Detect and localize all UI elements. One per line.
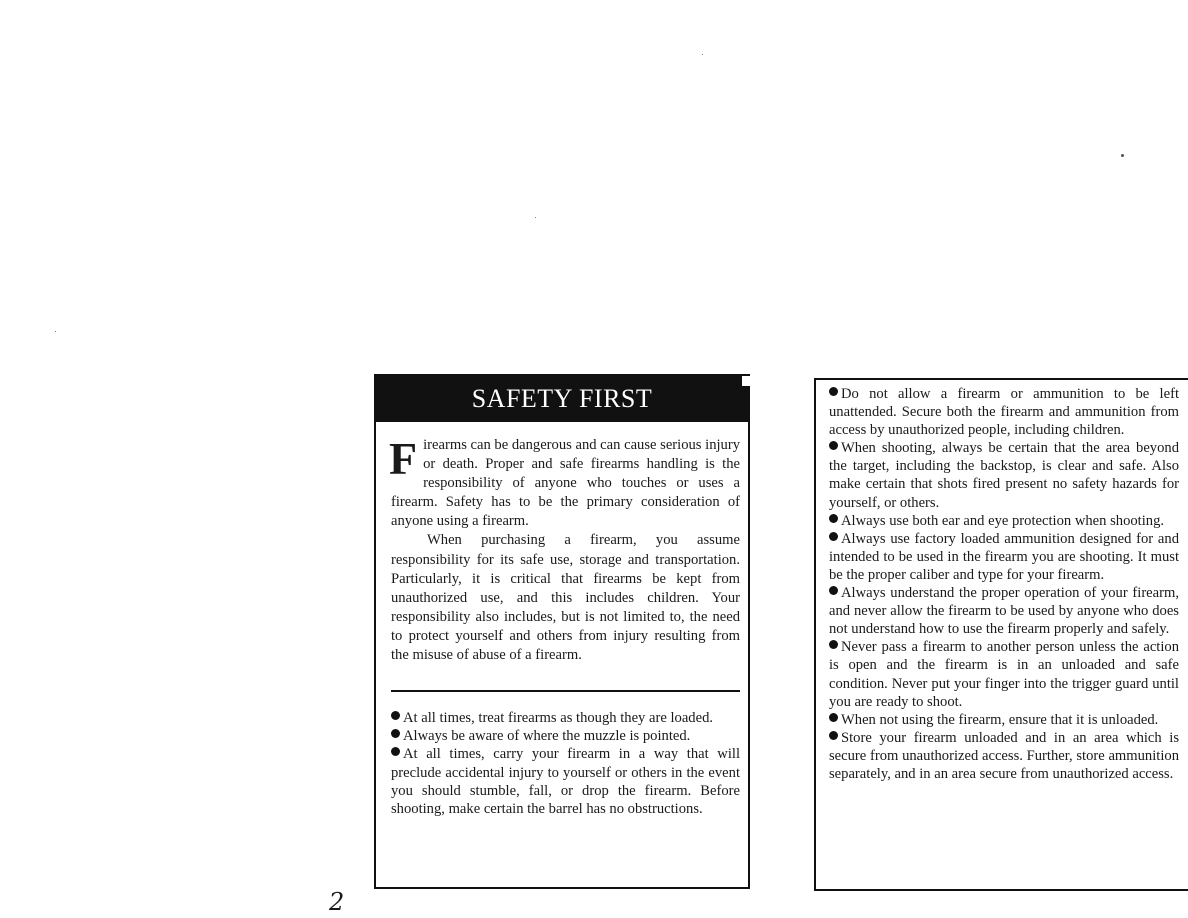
bullet-icon (829, 713, 838, 722)
list-item (391, 745, 740, 818)
bullet-text: Always understand the proper operation of your firearm, and never allow the firearm to be used by anyone who does not understand how to use the firearm properly and safely. (829, 585, 1179, 638)
list-item (829, 530, 1179, 584)
list-item (829, 711, 1179, 729)
bullet-text: Never pass a firearm to another person unless the action is open and the firearm is in an unloaded and safe condition. Never put your finger into the trigger guard until you are ready to shoot. (829, 639, 1179, 710)
bullet-text: At all times, carry your firearm in a way that will preclude accidental injury to yourself or others in the event you should stumble, fall, or drop the firearm. Before shooting, make certain the barrel has no obstructions. (391, 746, 740, 818)
bullet-icon (829, 514, 838, 523)
drop-cap: F (389, 433, 418, 484)
list-item (829, 584, 1179, 638)
bullet-icon (829, 640, 838, 649)
bullet-text: When not using the firearm, ensure that it is unloaded. (841, 711, 1159, 728)
scan-speck (55, 331, 56, 332)
bullet-icon (391, 729, 400, 738)
bullet-icon (391, 747, 400, 756)
bullet-icon (829, 731, 838, 740)
list-item (829, 638, 1179, 710)
scan-speck (535, 217, 536, 218)
bullet-icon (829, 441, 838, 450)
bullet-icon (829, 586, 838, 595)
bullet-text: Store your firearm unloaded and in an area which is secure from unauthorized access. Further, store ammunition separately, and in an area secure from unauthorized access. (829, 729, 1179, 782)
list-item (829, 439, 1179, 511)
scan-speck (702, 54, 703, 55)
page-number: 2 (329, 888, 345, 916)
scan-speck (1121, 154, 1124, 157)
bullet-text: At all times, treat firearms as though they are loaded. (403, 710, 714, 726)
bullet-icon (391, 711, 400, 720)
bullet-text: Always be aware of where the muzzle is pointed. (403, 728, 691, 745)
list-item (829, 512, 1179, 530)
list-item (829, 385, 1179, 439)
bullet-text: Always use factory loaded ammunition designed for and intended to be used in the firearm you are shooting. It must be the proper caliber and type for your firearm. (829, 530, 1179, 583)
section-divider (391, 690, 740, 692)
safety-bullet-list (391, 709, 740, 818)
bullet-text: Always use both ear and eye protection when shooting. (841, 512, 1165, 529)
intro-text (389, 433, 740, 665)
bullet-icon (829, 532, 838, 541)
safety-first-title: SAFETY FIRST (376, 376, 748, 422)
banner-notch (742, 376, 750, 386)
continued-safety-panel (814, 378, 1188, 891)
intro-paragraph-2: When purchasing a firearm, you assume responsibility for its safe use, storage and transportation. Particularly, it is critical that firearms be kept from unauthorized use, and this includes children. Your responsibility also includes, but is not limited to, the need to protect yourself and others from injury resulting from the misuse of abuse of a firearm. (391, 532, 740, 664)
intro-paragraph-1: irearms can be dangerous and can cause serious injury or death. Proper and safe firearms handling is the responsibility of anyone who touches or uses a firearm. Safety has to be the primary consideration of anyone using a firearm. (391, 437, 740, 530)
bullet-text: When shooting, always be certain that the area beyond the target, including the backstop, is clear and safe. Also make certain that shots fired present no safety hazards for yourself, or others. (829, 440, 1179, 511)
list-item (829, 729, 1179, 783)
list-item (391, 709, 740, 727)
continued-bullet-list (829, 385, 1179, 783)
bullet-text: Do not allow a firearm or ammunition to be left unattended. Secure both the firearm and ammunition from access by unauthorized people, including children. (829, 386, 1179, 439)
bullet-icon (829, 387, 838, 396)
list-item (391, 727, 740, 745)
safety-first-panel (374, 374, 750, 889)
